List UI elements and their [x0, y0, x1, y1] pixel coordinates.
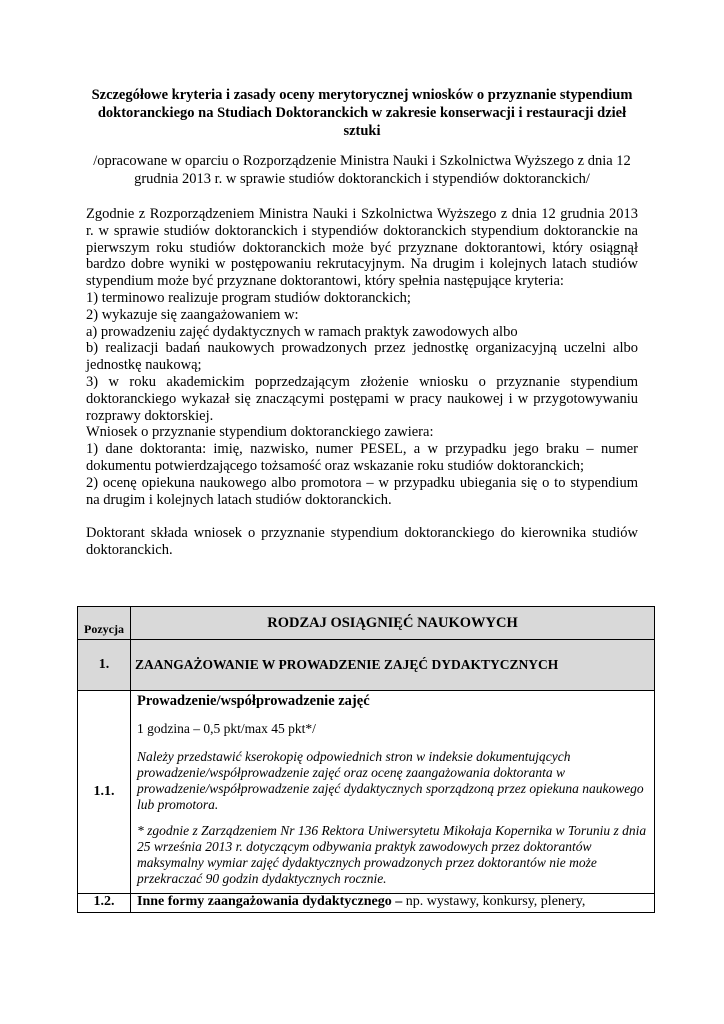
criterion-2: 2) wykazuje się zaangażowaniem w: [86, 306, 299, 323]
row-number: 1.2. [78, 894, 131, 913]
row-text: np. wystawy, konkursy, plenery, [402, 894, 586, 909]
document-title: Szczegółowe kryteria i zasady oceny merytorycznej wniosków o przyznanie stypendium doktoranckiego na Studiach Doktoranckich w zakresie konserwacji i restauracji dzieł sztuki [91, 87, 633, 139]
row-content [131, 691, 655, 894]
row-footnote: * zgodnie z Zarządzeniem Nr 136 Rektora Uniwersytetu Mikołaja Kopernika w Toruniu z dnia 25 września 2013 r. dotyczącym odbywania praktyk zawodowych przez doktorantów maksymalny wymiar zajęć dydaktycznych prowadzonych przez doktorantów nie może przekraczać 90 godzin dydaktycznych rocznie. [137, 823, 647, 886]
header-position: Pozycja [78, 607, 131, 640]
section-number: 1. [78, 640, 131, 691]
header-achievement-type: RODZAJ OSIĄGNIĘĆ NAUKOWYCH [131, 607, 655, 640]
table-row [78, 894, 655, 913]
row-heading: Prowadzenie/współprowadzenie zajęć [137, 693, 370, 709]
section-title: ZAANGAŻOWANIE W PROWADZENIE ZAJĘĆ DYDAKTYCZNYCH [131, 640, 655, 691]
row-note: Należy przedstawić kserokopię odpowiednich stron w indeksie dokumentujących prowadzenie/współprowadzenie zajęć oraz ocenę zaangażowania doktoranta w prowadzenie/współprowadzenie zajęć dydaktycznych sporządzoną przez opiekuna naukowego lub promotora. [137, 749, 644, 812]
application-contents-intro: Wniosek o przyznanie stypendium doktoranckiego zawiera: [86, 424, 434, 441]
row-content [131, 894, 655, 913]
document-body [86, 206, 638, 559]
document-subtitle: /opracowane w oparciu o Rozporządzenie Ministra Nauki i Szkolnictwa Wyższego z dnia 12 grudnia 2013 r. w sprawie studiów doktoranckich i stypendiów doktoranckich/ [93, 153, 631, 187]
table-row [78, 691, 655, 894]
criteria-table [77, 606, 655, 913]
criterion-3: 3) w roku akademickim poprzedzającym złożenie wniosku o przyznanie stypendium doktoranckiego wykazał się znaczącymi postępami w pracy naukowej i w przygotowywaniu rozprawy doktorskiej. [86, 373, 638, 424]
criterion-1: 1) terminowo realizuje program studiów doktoranckich; [86, 289, 411, 306]
row-heading: Inne formy zaangażowania dydaktycznego – [137, 894, 403, 909]
criterion-2b: b) realizacji badań naukowych prowadzonych przez jednostkę organizacyjną uczelni albo jednostkę naukową; [86, 340, 638, 374]
row-points: 1 godzina – 0,5 pkt/max 45 pkt*/ [137, 721, 316, 736]
criterion-2a: a) prowadzeniu zajęć dydaktycznych w ramach praktyk zawodowych albo [86, 323, 518, 340]
closing-paragraph: Doktorant składa wniosek o przyznanie stypendium doktoranckiego do kierownika studiów doktoranckich. [86, 525, 638, 559]
table-header-row [78, 607, 655, 640]
row-number: 1.1. [78, 691, 131, 894]
application-item-1: 1) dane doktoranta: imię, nazwisko, numer PESEL, a w przypadku jego braku – numer dokumentu potwierdzającego tożsamość oraz wskazanie roku studiów doktoranckich; [86, 441, 638, 474]
section-row [78, 640, 655, 691]
application-item-2: 2) ocenę opiekuna naukowego albo promotora – w przypadku ubiegania się o to stypendium na drugim i kolejnych latach studiów doktoranckich. [86, 474, 638, 508]
intro-paragraph: Zgodnie z Rozporządzeniem Ministra Nauki i Szkolnictwa Wyższego z dnia 12 grudnia 2013 r. w sprawie studiów doktoranckich i stypendiów doktoranckich stypendium doktoranckie na pierwszym roku studiów doktoranckich może być przyznane doktorantowi, który osiągnął bardzo dobre wyniki w postępowaniu rekrutacyjnym. Na drugim i kolejnych latach studiów stypendium może być przyznane doktorantowi, który spełnia następujące kryteria: [86, 206, 638, 290]
